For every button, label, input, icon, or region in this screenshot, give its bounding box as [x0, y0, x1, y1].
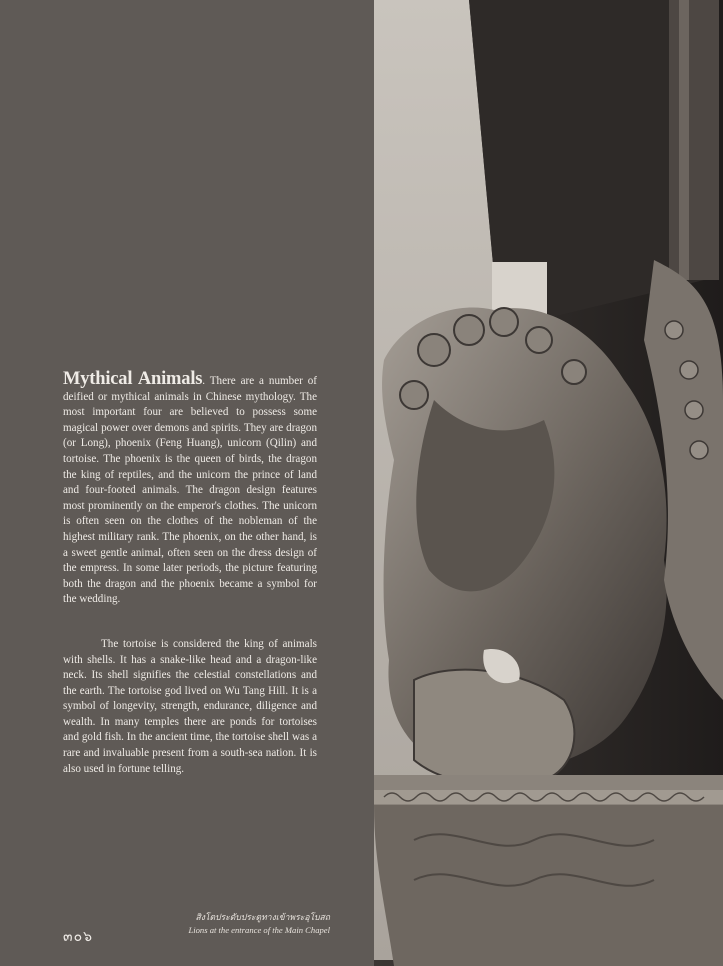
- caption-english: Lions at the entrance of the Main Chapel: [188, 925, 330, 935]
- photo-caption: [140, 911, 330, 937]
- article-text: [63, 369, 317, 777]
- paragraph-1-body: . There are a number of deified or mythical animals in Chinese mythology. The most important four are believed to possess some magical power over demons and spirits. They are dragon (or Long), phoenix (Feng Huang), unicorn (Qilin) and tortoise. The phoenix is the queen of birds, the dragon the king of reptiles, and the unicorn the prince of land and four-footed animals. The dragon design features most prominently on the emperor's clothes. The unicorn is often seen on the clothes of the nobleman of the highest military rank. The phoenix, on the other hand, is a sweet gentle animal, often seen on the dress design of the empress. In some later periods, the picture featuring both the dragon and the phoenix became a symbol for the wedding.: [63, 375, 317, 606]
- lion-statue-photo: [374, 0, 723, 966]
- page-number: ๓๐๖: [63, 930, 94, 945]
- lion-photo-illustration: [374, 0, 723, 966]
- article-heading: Mythical Animals: [63, 369, 203, 389]
- paragraph-tortoise: The tortoise is considered the king of animals with shells. It has a snake-like head and a dragon-like neck. Its shell signifies the celestial constellations and the earth. The tortoise god lived on Wu Tang Hill. It is a symbol of longevity, strength, endurance, diligence and wealth. In many temples there are ponds for tortoises and gold fish. In the ancient time, the tortoise shell was a rare and invaluable present from a south-sea nation. It is also used in fortune telling.: [63, 637, 317, 775]
- caption-thai: สิงโตประดับประตูทางเข้าพระอุโบสถ: [195, 912, 330, 922]
- paragraph-mythical-animals: [63, 369, 317, 608]
